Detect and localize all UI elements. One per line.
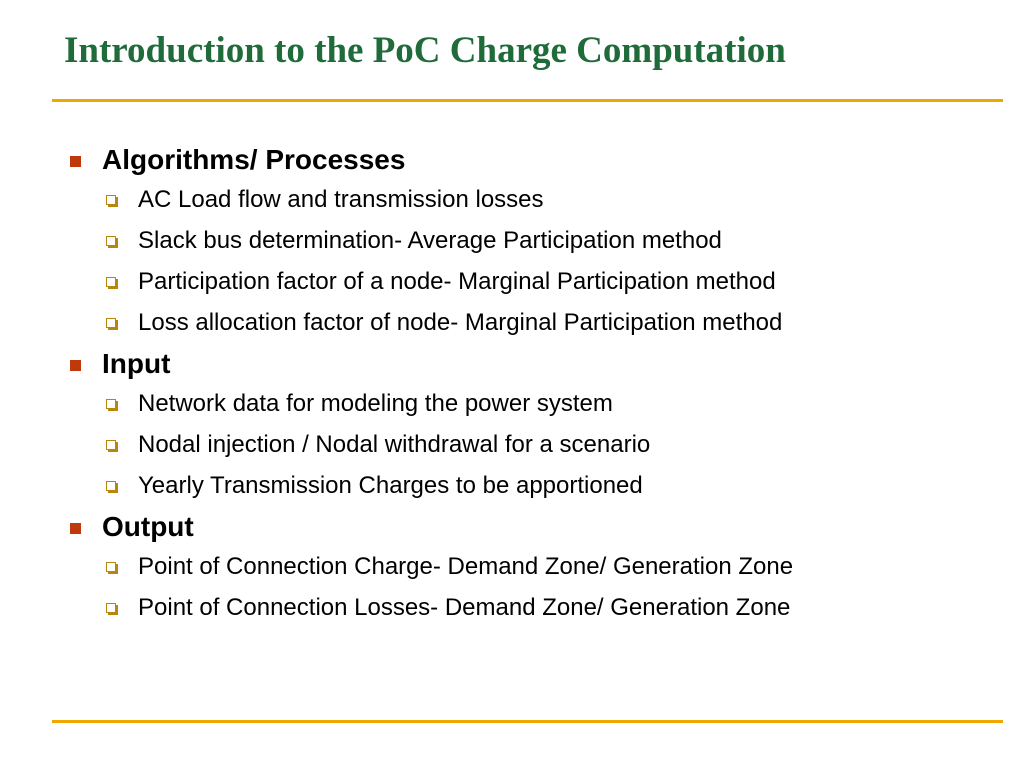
section-output <box>64 507 994 629</box>
checkbox-bullet-icon <box>106 399 116 409</box>
checkbox-bullet-icon <box>106 562 116 572</box>
list-item-text: Yearly Transmission Charges to be apportioned <box>138 472 643 499</box>
checkbox-bullet-icon <box>106 318 116 328</box>
section-heading-text: Output <box>102 511 194 542</box>
top-divider <box>52 99 1003 102</box>
section-heading-text: Algorithms/ Processes <box>102 144 406 175</box>
square-bullet-icon <box>70 360 81 371</box>
checkbox-bullet-icon <box>106 481 116 491</box>
list-item <box>64 384 994 425</box>
list-item <box>64 180 994 221</box>
list-item-text: Loss allocation factor of node- Marginal Participation method <box>138 309 783 336</box>
list-item-text: Point of Connection Charge- Demand Zone/ Generation Zone <box>138 553 794 580</box>
section-heading <box>64 140 994 180</box>
list-item-text: Point of Connection Losses- Demand Zone/ Generation Zone <box>138 594 791 621</box>
list-item <box>64 547 994 588</box>
sub-bullet-list <box>64 547 994 629</box>
list-item-text: Participation factor of a node- Marginal Participation method <box>138 268 776 295</box>
section-heading <box>64 344 994 384</box>
section-heading <box>64 507 994 547</box>
section-heading-text: Input <box>102 348 171 379</box>
checkbox-bullet-icon <box>106 603 116 613</box>
square-bullet-icon <box>70 156 81 167</box>
checkbox-bullet-icon <box>106 236 116 246</box>
section-input <box>64 344 994 507</box>
list-item <box>64 221 994 262</box>
list-item-text: Slack bus determination- Average Participation method <box>138 227 722 254</box>
list-item <box>64 466 994 507</box>
list-item <box>64 262 994 303</box>
checkbox-bullet-icon <box>106 277 116 287</box>
bottom-divider <box>52 720 1003 723</box>
slide-content <box>64 140 994 629</box>
list-item <box>64 425 994 466</box>
list-item-text: Nodal injection / Nodal withdrawal for a scenario <box>138 431 651 458</box>
sub-bullet-list <box>64 384 994 507</box>
checkbox-bullet-icon <box>106 440 116 450</box>
checkbox-bullet-icon <box>106 195 116 205</box>
list-item-text: Network data for modeling the power system <box>138 390 613 417</box>
slide-title: Introduction to the PoC Charge Computation <box>64 30 786 71</box>
list-item-text: AC Load flow and transmission losses <box>138 186 544 213</box>
sub-bullet-list <box>64 180 994 344</box>
list-item <box>64 588 994 629</box>
square-bullet-icon <box>70 523 81 534</box>
list-item <box>64 303 994 344</box>
section-algorithms <box>64 140 994 344</box>
